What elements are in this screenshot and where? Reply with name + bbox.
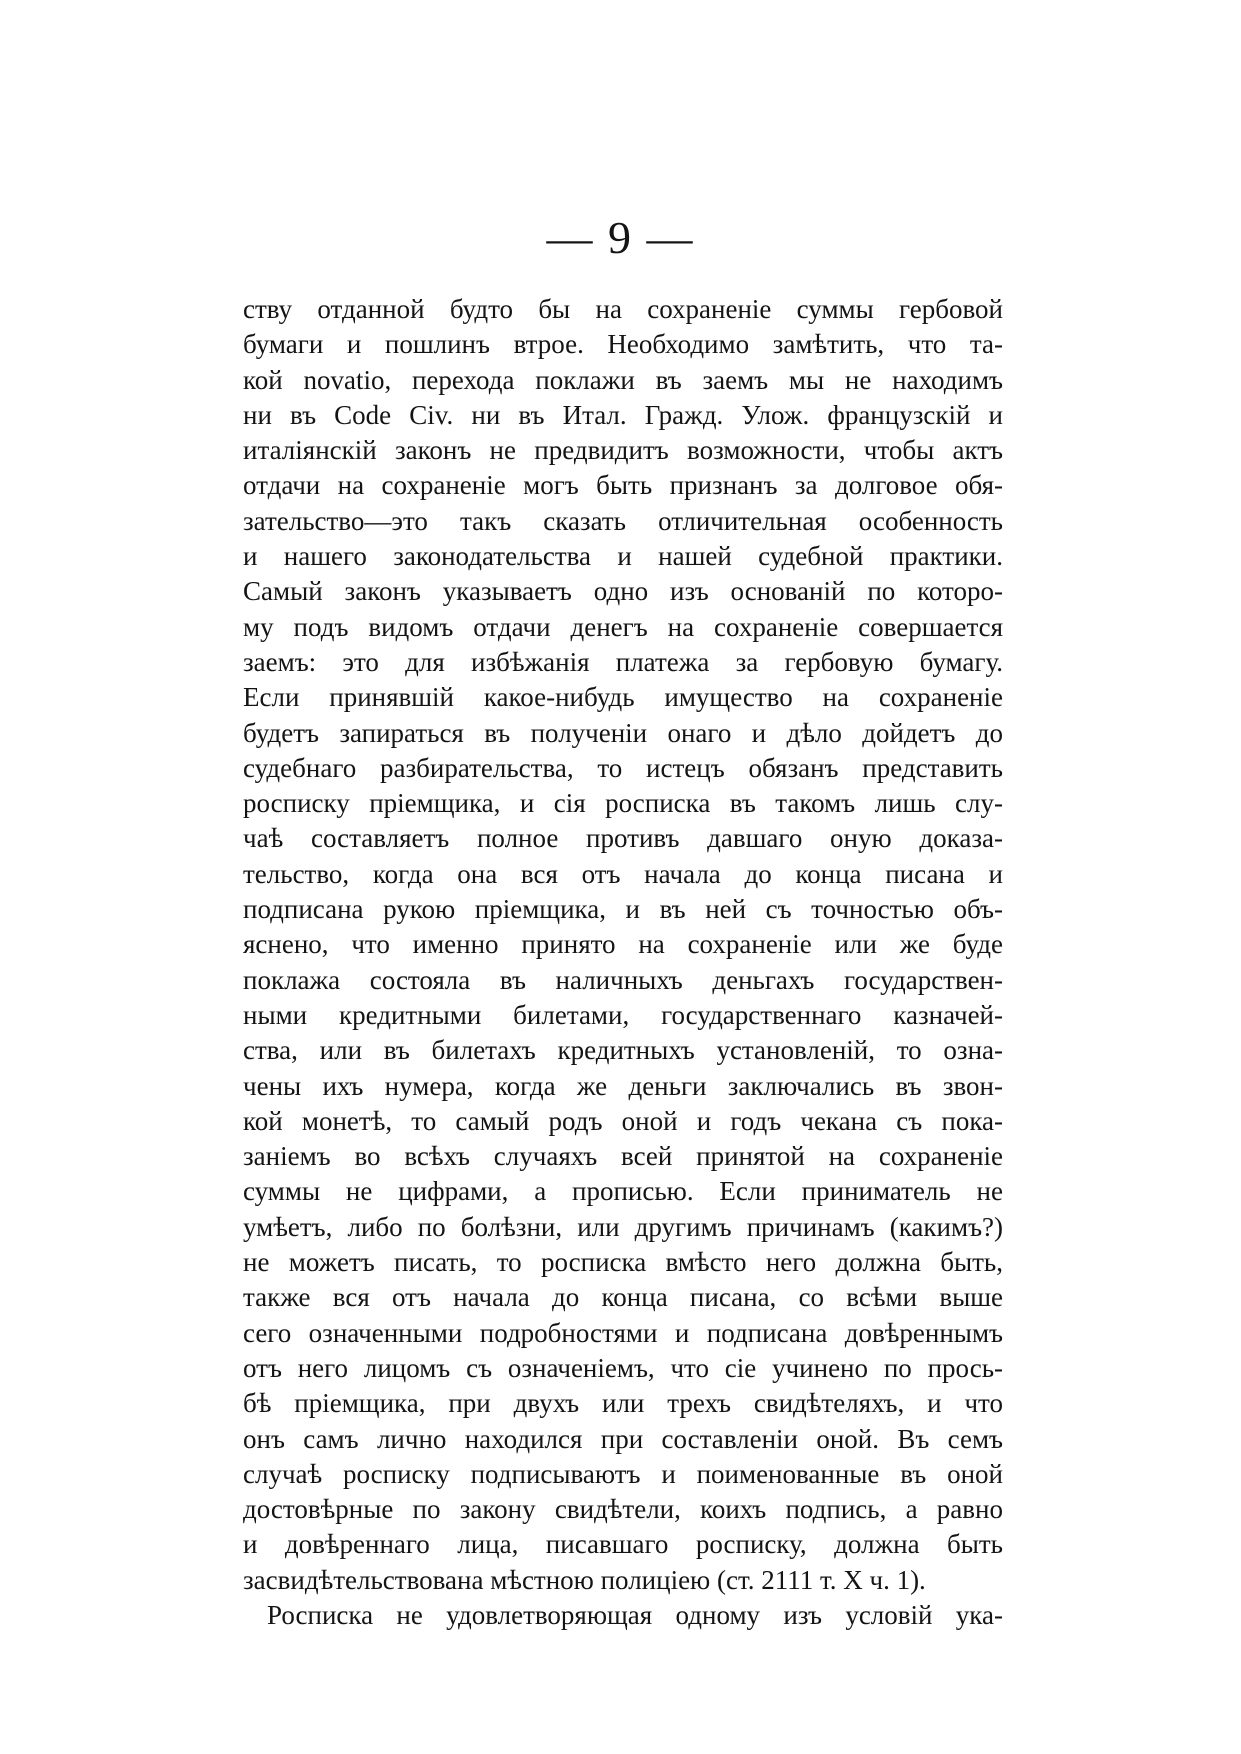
text-line: и нашего законодательства и нашей судебной практики. [243, 541, 1003, 572]
text-line: онъ самъ лично находился при составленіи оной. Въ семъ [243, 1423, 1003, 1454]
text-line: судебнаго разбирательства, то истецъ обязанъ представить [243, 752, 1003, 783]
text-line: росписку пріемщика, и сія росписка въ такомъ лишь слу- [243, 788, 1003, 819]
text-line: зательство—это такъ сказать отличительная особенность [243, 505, 1003, 536]
text-line: яснено, что именно принято на сохраненіе или же буде [243, 929, 1003, 960]
text-line: бѣ пріемщика, при двухъ или трехъ свидѣтеляхъ, и что [243, 1388, 1003, 1419]
text-line: не можетъ писать, то росписка вмѣсто него должна быть, [243, 1247, 1003, 1278]
text-line: подписана рукою пріемщика, и въ ней съ точностью объ- [243, 894, 1003, 925]
text-line: умѣетъ, либо по болѣзни, или другимъ причинамъ (какимъ?) [243, 1211, 1003, 1242]
text-line: кой монетѣ, то самый родъ оной и годъ чекана съ пока- [243, 1105, 1003, 1136]
text-line: также вся отъ начала до конца писана, со всѣми выше [243, 1282, 1003, 1313]
text-line: му подъ видомъ отдачи денегъ на сохраненіе совершается [243, 611, 1003, 642]
text-line: ству отданной будто бы на сохраненіе суммы гербовой [243, 294, 1003, 324]
text-line: ства, или въ билетахъ кредитныхъ установленій, то озна- [243, 1035, 1003, 1066]
text-line: засвидѣтельствована мѣстною полиціею (ст. 2111 т. X ч. 1). [243, 1564, 926, 1595]
text-line: случаѣ росписку подписываютъ и поименованные въ оной [243, 1458, 1003, 1489]
text-line: чены ихъ нумера, когда же деньги заключались въ звон- [243, 1070, 1003, 1101]
text-line: ными кредитными билетами, государственнаго казначей- [243, 999, 1003, 1030]
page-number: — 9 — [546, 212, 695, 263]
text-line: Самый законъ указываетъ одно изъ основаній по которо- [243, 576, 1003, 607]
text-line: ни въ Code Civ. ни въ Итал. Гражд. Улож. французскій и [243, 399, 1003, 430]
text-line: будетъ запираться въ полученіи онаго и дѣло дойдетъ до [243, 717, 1003, 748]
text-line: и довѣреннаго лица, писавшаго росписку, должна быть [243, 1529, 1003, 1560]
text-line: тельство, когда она вся отъ начала до конца писана и [243, 858, 1003, 889]
text-line: заніемъ во всѣхъ случаяхъ всей принятой на сохраненіе [243, 1141, 1003, 1172]
text-line: италіянскій законъ не предвидитъ возможности, чтобы актъ [243, 435, 1003, 466]
text-line: бумаги и пошлинъ втрое. Необходимо замѣтить, что та- [243, 329, 1003, 360]
text-line: Росписка не удовлетворяющая одному изъ условій ука- [267, 1599, 1003, 1630]
text-line: отдачи на сохраненіе могъ быть признанъ за долговое обя- [243, 470, 1003, 501]
text-line: сего означенными подробностями и подписана довѣреннымъ [243, 1317, 1003, 1348]
text-line: отъ него лицомъ съ означеніемъ, что сіе учинено по прось- [243, 1352, 1003, 1383]
text-line: Если принявшій какое-нибудь имущество на сохраненіе [243, 682, 1003, 713]
text-line: заемъ: это для избѣжанія платежа за гербовую бумагу. [243, 646, 1003, 677]
text-line: суммы не цифрами, а прописью. Если приниматель не [243, 1176, 1003, 1207]
text-line: достовѣрные по закону свидѣтели, коихъ подпись, а равно [243, 1494, 1003, 1525]
text-line: чаѣ составляетъ полное противъ давшаго оную доказа- [243, 823, 1003, 854]
text-line: кой novatio, перехода поклажи въ заемъ мы не находимъ [243, 364, 1003, 395]
text-line: поклажа состояла въ наличныхъ деньгахъ государствен- [243, 964, 1003, 995]
body-text [243, 292, 1003, 1633]
